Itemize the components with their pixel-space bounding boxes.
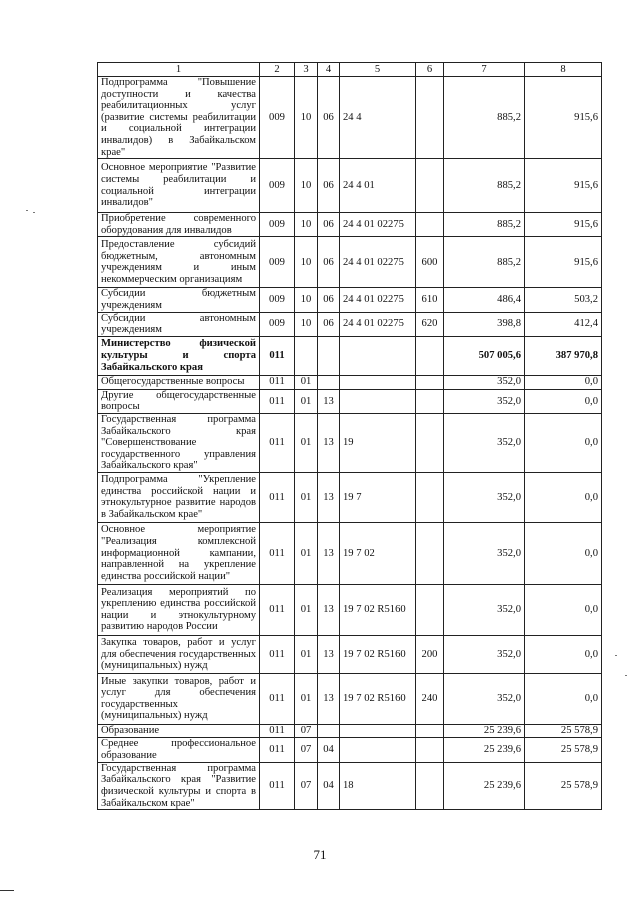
cell-name: Основное мероприятие "Реализация комплексной информационной кампании, направленной на укрепление единства российской нации" [98,522,260,584]
page-number: 71 [313,847,327,862]
cell-name: Реализация мероприятий по укреплению единства российской нации и этнокультурному развитию народов России [98,584,260,635]
cell-sum-year2: 0,0 [525,522,602,584]
cell-pr [318,336,340,375]
table-row [98,336,602,375]
cell-csr: 24 4 01 02275 [340,213,416,237]
cell-sum-year1: 25 239,6 [444,762,525,809]
header-col-7: 7 [444,63,525,77]
cell-sum-year2: 0,0 [525,635,602,673]
cell-name: Предоставление субсидий бюджетным, автономным учреждениям и иным некоммерческим организациям [98,237,260,288]
cell-rz [295,336,318,375]
cell-sum-year2: 0,0 [525,413,602,472]
cell-pr: 13 [318,389,340,413]
header-col-1: 1 [98,63,260,77]
cell-ved: 009 [260,312,295,336]
cell-sum-year1: 352,0 [444,673,525,724]
cell-pr: 06 [318,288,340,312]
cell-csr: 24 4 [340,77,416,159]
cell-csr [340,389,416,413]
cell-name: Субсидии автономным учреждениям [98,312,260,336]
cell-sum-year1: 352,0 [444,375,525,389]
budget-table [97,62,602,810]
cell-sum-year2: 915,6 [525,159,602,213]
cell-vr [416,159,444,213]
cell-csr: 19 7 02 [340,522,416,584]
cell-csr [340,737,416,762]
cell-sum-year1: 507 005,6 [444,336,525,375]
cell-rz: 07 [295,737,318,762]
cell-pr: 06 [318,312,340,336]
cell-csr: 24 4 01 [340,159,416,213]
cell-ved: 011 [260,635,295,673]
cell-name: Подпрограмма "Повышение доступности и качества реабилитационных услуг (развитие системы реабилитации и социальной интеграции инвалидов) в Забайкальском крае" [98,77,260,159]
table-row [98,635,602,673]
table-row [98,375,602,389]
table-row [98,413,602,472]
scan-speck [615,655,617,656]
cell-rz: 01 [295,413,318,472]
cell-csr [340,375,416,389]
cell-rz: 01 [295,375,318,389]
cell-sum-year1: 352,0 [444,584,525,635]
cell-sum-year2: 0,0 [525,584,602,635]
cell-ved: 011 [260,673,295,724]
cell-vr [416,336,444,375]
cell-pr [318,375,340,389]
cell-sum-year2: 0,0 [525,389,602,413]
cell-sum-year2: 915,6 [525,213,602,237]
cell-csr: 24 4 01 02275 [340,312,416,336]
cell-csr: 19 [340,413,416,472]
cell-ved: 011 [260,737,295,762]
scan-speck [33,212,35,213]
table-row [98,77,602,159]
table-row [98,213,602,237]
cell-name: Среднее профессиональное образование [98,737,260,762]
cell-name: Субсидии бюджетным учреждениям [98,288,260,312]
table-row [98,522,602,584]
cell-vr: 620 [416,312,444,336]
cell-rz: 07 [295,724,318,737]
table-row [98,762,602,809]
cell-vr [416,472,444,522]
cell-rz: 01 [295,522,318,584]
cell-csr [340,724,416,737]
cell-ved: 011 [260,389,295,413]
table-row [98,737,602,762]
edge-mark [0,890,14,891]
cell-ved: 009 [260,237,295,288]
cell-pr: 13 [318,635,340,673]
cell-pr: 06 [318,213,340,237]
cell-name: Иные закупки товаров, работ и услуг для обеспечения государственных (муниципальных) нужд [98,673,260,724]
cell-sum-year1: 885,2 [444,77,525,159]
cell-ved: 011 [260,336,295,375]
cell-rz: 01 [295,389,318,413]
cell-pr [318,724,340,737]
cell-vr: 610 [416,288,444,312]
table-body [98,77,602,810]
table-header-row [98,63,602,77]
cell-name: Министерство физической культуры и спорта Забайкальского края [98,336,260,375]
cell-pr: 06 [318,77,340,159]
cell-rz: 10 [295,288,318,312]
header-col-5: 5 [340,63,416,77]
cell-rz: 10 [295,159,318,213]
cell-ved: 011 [260,584,295,635]
cell-vr [416,724,444,737]
table-row [98,724,602,737]
cell-name: Государственная программа Забайкальского края "Совершенствование государственного управления Забайкальского края" [98,413,260,472]
cell-sum-year2: 0,0 [525,472,602,522]
table-row [98,237,602,288]
cell-sum-year2: 387 970,8 [525,336,602,375]
cell-name: Общегосударственные вопросы [98,375,260,389]
cell-sum-year1: 398,8 [444,312,525,336]
cell-pr: 04 [318,762,340,809]
cell-sum-year1: 352,0 [444,413,525,472]
cell-rz: 01 [295,635,318,673]
cell-sum-year1: 25 239,6 [444,737,525,762]
cell-vr [416,584,444,635]
cell-name: Закупка товаров, работ и услуг для обеспечения государственных (муниципальных) нужд [98,635,260,673]
cell-sum-year2: 25 578,9 [525,737,602,762]
cell-csr: 24 4 01 02275 [340,237,416,288]
cell-ved: 009 [260,159,295,213]
cell-pr: 13 [318,673,340,724]
cell-rz: 07 [295,762,318,809]
cell-sum-year2: 25 578,9 [525,724,602,737]
cell-pr: 04 [318,737,340,762]
header-col-6: 6 [416,63,444,77]
cell-sum-year1: 352,0 [444,522,525,584]
cell-vr [416,213,444,237]
cell-csr: 19 7 [340,472,416,522]
cell-ved: 009 [260,288,295,312]
header-col-3: 3 [295,63,318,77]
cell-sum-year2: 0,0 [525,673,602,724]
cell-ved: 011 [260,762,295,809]
cell-sum-year2: 0,0 [525,375,602,389]
cell-sum-year2: 412,4 [525,312,602,336]
cell-sum-year2: 503,2 [525,288,602,312]
table-row [98,584,602,635]
cell-ved: 009 [260,213,295,237]
cell-sum-year2: 915,6 [525,77,602,159]
cell-name: Государственная программа Забайкальского края "Развитие физической культуры и спорта в Забайкальском крае" [98,762,260,809]
table-row [98,389,602,413]
cell-pr: 13 [318,522,340,584]
table-row [98,288,602,312]
cell-vr [416,522,444,584]
cell-csr: 24 4 01 02275 [340,288,416,312]
cell-pr: 06 [318,159,340,213]
cell-sum-year1: 486,4 [444,288,525,312]
cell-csr [340,336,416,375]
cell-vr: 240 [416,673,444,724]
cell-ved: 011 [260,472,295,522]
cell-csr: 19 7 02 R5160 [340,673,416,724]
header-col-2: 2 [260,63,295,77]
cell-sum-year1: 352,0 [444,389,525,413]
table-row [98,673,602,724]
header-col-8: 8 [525,63,602,77]
cell-pr: 13 [318,413,340,472]
cell-csr: 18 [340,762,416,809]
cell-rz: 01 [295,673,318,724]
cell-pr: 13 [318,584,340,635]
cell-vr [416,375,444,389]
cell-ved: 009 [260,77,295,159]
cell-rz: 01 [295,584,318,635]
cell-sum-year1: 885,2 [444,213,525,237]
cell-sum-year1: 25 239,6 [444,724,525,737]
scan-speck [625,675,627,676]
cell-sum-year1: 885,2 [444,159,525,213]
cell-ved: 011 [260,724,295,737]
cell-ved: 011 [260,375,295,389]
cell-rz: 10 [295,237,318,288]
cell-csr: 19 7 02 R5160 [340,584,416,635]
cell-vr [416,389,444,413]
cell-csr: 19 7 02 R5160 [340,635,416,673]
cell-vr [416,413,444,472]
cell-sum-year1: 352,0 [444,472,525,522]
cell-rz: 10 [295,312,318,336]
cell-sum-year2: 25 578,9 [525,762,602,809]
cell-vr: 200 [416,635,444,673]
cell-sum-year2: 915,6 [525,237,602,288]
cell-vr [416,762,444,809]
header-col-4: 4 [318,63,340,77]
cell-vr: 600 [416,237,444,288]
cell-rz: 10 [295,213,318,237]
table-row [98,472,602,522]
cell-vr [416,737,444,762]
cell-name: Приобретение современного оборудования для инвалидов [98,213,260,237]
scan-speck [26,210,28,211]
cell-rz: 10 [295,77,318,159]
cell-name: Образование [98,724,260,737]
table-row [98,312,602,336]
cell-name: Другие общегосударственные вопросы [98,389,260,413]
cell-sum-year1: 885,2 [444,237,525,288]
cell-pr: 13 [318,472,340,522]
cell-vr [416,77,444,159]
cell-ved: 011 [260,522,295,584]
cell-sum-year1: 352,0 [444,635,525,673]
cell-name: Основное мероприятие "Развитие системы реабилитации и социальной интеграции инвалидов" [98,159,260,213]
cell-rz: 01 [295,472,318,522]
cell-ved: 011 [260,413,295,472]
table-row [98,159,602,213]
cell-name: Подпрограмма "Укрепление единства российской нации и этнокультурное развитие народов в Забайкальском крае" [98,472,260,522]
cell-pr: 06 [318,237,340,288]
